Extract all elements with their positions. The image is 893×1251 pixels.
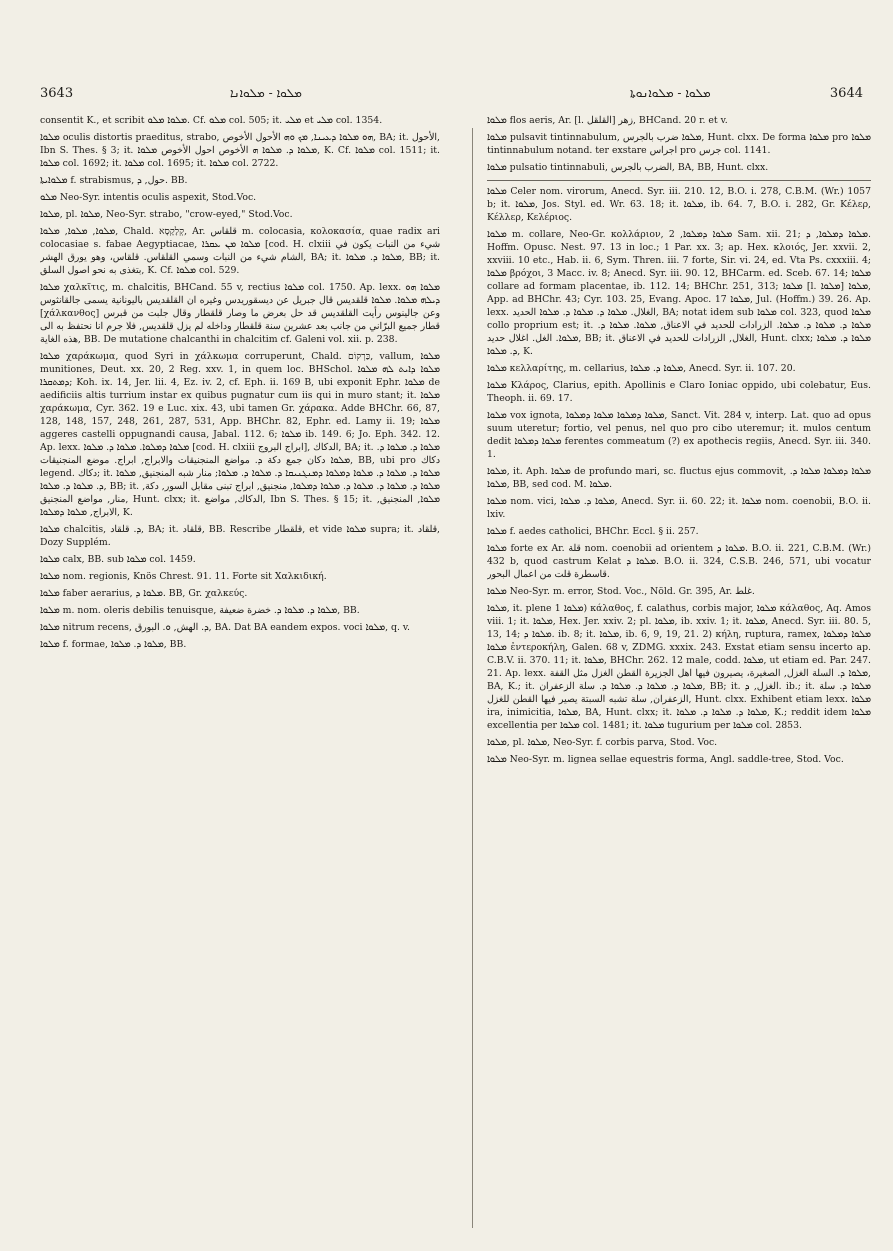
dictionary-entry: consentit K., et scribit ܡܠܘܐ ܡܠܘ. Cf. ܡܠܘ col. 505; it. ܡܠܝ et ܡܠܝ col. 1354.	[40, 115, 383, 126]
left-running-title: ܡܠܘܐ - ܡܠܘܐܢܐ	[230, 86, 302, 100]
dictionary-entry: ܡܠܘ Neo-Syr. intentis oculis aspexit, Stod.Voc.	[40, 192, 257, 203]
right-column	[487, 114, 871, 1229]
right-page-number: 3644	[829, 86, 863, 101]
dictionary-entry: ܡܠܘܐ oculis distortis praeditus, strabo, ܗܘ ܡܠܘܐ ܕܥܝܢܐ, ܡܟ ܘܗ الأحول الأخوص, BA; it. الأحول, Ibn S. Thes. § 3; it. ܡܠܘܐ ܕ. ܡܠܘܐ ܗ الأخوص احول الأخوص ܡܠܘܐ, K. Cf. ܡܠܘܐ col. 1511; it. ܡܠܘܐ col. 1692; it. ܡܠܘܐ col. 1695; it. ܡܠܘܐ col. 2722.	[40, 132, 440, 169]
dictionary-entry: ܡܠܘܐ Neo-Syr. m. error, Stod. Voc., Nöld. Gr. 395, Ar. غلط.	[487, 586, 755, 597]
dictionary-entry: ܡܠܘܐ flos aeris, Ar. [l. القلقل] زهر, BHCand. 20 r. et v.	[487, 115, 728, 126]
dictionary-entry: ܡܠܘܐ chalcitis, ܕ. قلقاد, BA; it. قلقاد, BB. Rescribe قلقطار, et vide ܡܠܘܐ supra; it. قلقاد, Dozy Supplém.	[40, 524, 440, 548]
dictionary-entry: ܡܠܘܐ calx, BB. sub ܡܠܘܐ col. 1459.	[40, 554, 196, 565]
dictionary-entry: ܡܠܘܐ f. aedes catholici, BHChr. Eccl. § ii. 257.	[487, 526, 699, 537]
column-divider	[472, 128, 473, 1228]
dictionary-entry: ܡܠܘܐ, pl. ܡܠܘܐ, Neo-Syr. f. corbis parva, Stod. Voc.	[487, 737, 718, 748]
dictionary-entry: ܡܠܘܐ nom. regionis, Knös Chrest. 91. 11. Forte sit Χαλκιδική.	[40, 571, 327, 582]
dictionary-entry: ܡܠܘܐ Neo-Syr. m. lignea sellae equestris forma, Angl. saddle-tree, Stod. Voc.	[487, 754, 844, 765]
dictionary-entry: ܡܠܘܐ nitrum recens, ܕ. الهش, ܘ. البورق, BA. Dat BA eandem expos. voci ܡܠܘܐ, q. v.	[40, 622, 411, 633]
page-header	[40, 86, 863, 106]
right-running-title: ܡܠܘܐ - ܡܠܘܐܢܘܬܐ	[630, 86, 711, 100]
dictionary-entry: ܡܠܘܐ, it. plene ܡܠܘܐ 1) κάλαθος, f. calathus, corbis major, ܡܠܘܐ κάλαθος, Aq. Amos viii. 1; it. ܡܠܘܐ, Hex. Jer. xxiv. 2; pl. ܡܠܘܐ, ib. xxiv. 1; it. ܡܠܘܐ, Anecd. Syr. iii. 80. 5, 13, 14; ܡܠܘܐ ܕ. ib. 8; it. ܡܠܘܐ, ib. 6, 9, 19, 21. 2) κήλη, ruptura, ramex, ܡܠܘܐ ܕܡܠܘܐ ܡܠܘܐ ἐντεροκήλη, Galen. 68 v, ZDMG. xxxix. 243. Exstat etiam sensu incerto ap. C.B.V. ii. 370. 11; it. ܡܠܘܐ, BHChr. 262. 12 male, codd. ܡܠܘܐ, ut etiam ed. Par. 247. 21. Ap. lexx. ܡܠܘܐ ܕ. السلة الغزل, الصغيرة، يصيرون فيها اهل الجزيرة القطن الغزل مثل القفة, BA, K.; it. ܡܠܘܐ ܕ. ܡܠܘܐ ܕ. ܡܠܘܐ ܕ. سلة الزعفران, BB; it. الغزل, ܕ. ib.; it. ܡܠܘܐ ܕ. سلة الزعفران, سلة تشبه السبتة يصير فيها القطن للغزل, Hunt. clxx. Exhibent etiam lexx. ܡܠܘܐ ira, inimicitia, ܡܠܘܐ, BA, Hunt. clxx; it. ܡܠܘܐ ܕ. ܡܠܘܐ ܕ. ܡܠܘܐ, K.; reddit idem ܡܠܘܐ excellentia per ܡܠܘܐ col. 1481; it. ܡܠܘܐ tugurium per ܡܠܘܐ col. 2853.	[487, 603, 871, 731]
dictionary-entry: ܡܠܘܐ nom. vici, ܡܠܘܐ ܕ. ܡܠܘܐ, Anecd. Syr. ii. 60. 22; it. ܡܠܘܐ nom. coenobii, B.O. ii. lxiv.	[487, 496, 871, 520]
dictionary-entry: ܡܠܘܐ m. collare, Neo-Gr. κολλάριον, ܡܠܘܐ ܕܡܠܘܐ, 2 Sam. xii. 21; ܡܠܘܐ ܕܡܠܘܐ, ܕ. Hoffm. Opusc. Nest. 97. 13 in loc.; 1 Par. xx. 3; ap. Hex. κλοιός, Jer. xxvii. 2, xxviii. 10 etc., Hab. ii. 6, Sym. Thren. iii. 7 forte, Sir. vi. 24, ed. Vta Ps. cxxxiii. 4; ܡܠܘܐ βρόχοι, 3 Macc. iv. 8; Anecd. Syr. iii. 90. 12, BHCarm. ed. Sceb. 67. 14; ܡܠܘܐ collare ad formam placentae, ib. 112. 14; BHChr. 251, 313; ܡܠܘܐ [l. ܡܠܘܐ] ܡܠܘܐ, App. ad BHChr. 43; Cyr. 103. 25, Evang. Apoc. ܡܠܘܐ 17, Jul. (Hoffm.) 39. 26. Ap. lexx. الغلال. ܡܠܘܐ ܕ. ܡܠܘܐ ܕ. ܡܠܘܐ الحديد, BA; notat idem sub ܡܠܘܐ col. 323, quod ܡܠܘܐ collo proprium est; it. ܡܠܘܐ ܕ. ܡܠܘܐ ܕ. ܡܠܘܐ. الزرادات للحديد في الاعناق, ܡܠܘܐ. ܡܠܘܐ ܕ. ܡܠܘܐ. الغل. اغلال حديد, BB; it. الغلال, الزرادات للحديد في الاعناق, Hunt. clxx; ܡܠܘܐ ܕ. ܡܠܘܐ ܕ. ܡܠܘܐ, K.	[487, 229, 871, 357]
dictionary-entry: ܡܠܘܐ pulsatio tintinnabuli, الضرب بالجرس, BA, BB, Hunt. clxx.	[487, 162, 769, 173]
dictionary-entry: ܡܠܘܐ χαλκῖτις, m. chalcitis, BHCand. 55 v, rectius ܡܠܘܐ col. 1750. Ap. lexx. ܡܠܘܐ ܗܘ ܕܝܠܗ ܡܠܘܐ. ܡܠܘܐ قلقديس قال جبريل عن ديسقوريدس وغيره ان القلقديس باليونانية يسمى جالقانثوس [χάλκανθος] وعن جالينوس رأيت القلقديس قد حل بعرض ما وصار قلقطار وقال جلبت من قبرس قطار جميع البرّاني من جانب بعد عشرين سنة قلقطار وداخله لم يزل قلقديس, فلا جرم انا نحتفظ به الى هذه الغاية, BB. De mutatione chalcanthi in chalcitim cf. Galeni vol. xii. p. 238.	[40, 282, 440, 345]
left-column	[40, 114, 440, 1229]
dictionary-entry: ܡܠܘܐ Celer nom. virorum, Anecd. Syr. iii. 210. 12, B.O. i. 278, C.B.M. (Wr.) 1057 b; it. ܡܠܘܐ, Jos. Styl. ed. Wr. 63. 18; it. ܡܠܘܐ, ib. 64. 7, B.O. i. 282, Gr. Κέλερ, Κέλλερ, Κελέριος.	[487, 180, 871, 224]
dictionary-entry: ܡܠܘܐ pulsavit tintinnabulum, ܡܠܘܐ ضرب بالجرس, Hunt. clxx. De forma ܡܠܘܐ pro ܡܠܘܐ tintinnabulum notand. ter exstare اجراس pro جرس col. 1141.	[487, 132, 871, 156]
dictionary-entry: ܡܠܘܐ, pl. ܡܠܘܐ, Neo-Syr. strabo, "crow-eyed," Stod.Voc.	[40, 209, 293, 220]
dictionary-entry: ܡܠܘܐ χαράκωμα, quod Syri in χάλκωμα corruperunt, Chald. כַּרְקוֹם, vallum, ܡܠܘܐ munitiones, Deut. xx. 20, 2 Reg. xxv. 1, in quem loc. BHSchol. ܡܠܘܐ ܕܐܝܬ ܠܗ ܡܠܘܐ ܕܡܬܩܪܐ; Koh. ix. 14, Jer. lii. 4, Ez. iv. 2, cf. Eph. ii. 169 B, ubi exponit Ephr. ܡܠܘܐ de aedificiis altis turrium instar ex quibus pugnatur cum iis qui in muro stant; it. ܡܠܘܐ χαράκωμα, Cyr. 362. 19 e Luc. xix. 43, ubi tamen Gr. χάρακα. Adde BHChr. 66, 87, 128, 148, 157, 248, 261, 287, 531, App. BHChr. 82, Ephr. ed. Lamy ii. 19; ܡܠܘܐ aggeres castelli oppugnandi causa, Jabal. 112. 6; ܡܠܘܐ ib. 149. 6; Jo. Eph. 342. 12. Ap. lexx. ܡܠܘܐ ܕܡܠܘܐ. ܡܠܘܐ ܕ. ܡܠܘܐ [cod. H. clxiii ابراج البروج], الدكاك, BA; it. ܡܠܘܐ ܕ. ܡܠܘܐ ܕ. ܡܠܘܐ دكان جمع دكة ܕ. مواضع المنجنيقات والابراج, ابراج. موضع المنجنيقات, BB, ubi pro دكاك legend. دكاك; it. ܡܠܘܐ ܕ. ܡܠܘܐ ܕ. ܡܠܘܐ ܕܡܠܘܐ ܕܡܢܓܢܝܩܐ ܕ. ܡܠܘܐ ܕ. ܡܠܘܐ; منار شبه المنجنيق, ܡܠܘܐ ܕ. ܡܠܘܐ ܕ. ܡܠܘܐ, BB; it. ܡܠܘܐ ܕ. ܡܠܘܐ ܕ. ܡܠܘܐ ܕ. ܡܠܘܐ ܕܡܠܘܐ, منجنيق, ابراج تبنى مقابل السور, دكة, منار, مواضع المنجنيق, Hunt. clxx; it. الدكاك, مواضع, Ibn S. Thes. § 15; it. ܡܠܘܐ, المنجنيق, الابراج, ܡܠܘܐ ܕܡܠܘܐ, K.	[40, 351, 440, 518]
dictionary-entry: ܡܠܘܐ, it. Aph. ܡܠܘܐ de profundo mari, sc. fluctus ejus commovit, ܡܠܘܐ ܕܡܠܘܐ ܡܠܘܐ ܕ. ܡܠܘܐ, BB, sed cod. M. ܡܠܘܐ.	[487, 466, 871, 490]
dictionary-entry: ܡܠܘܐ forte ex Ar. قلة nom. coenobii ad orientem ܡܠܘܐ ܕ. B.O. ii. 221, C.B.M. (Wr.) 432 b, quod castrum Kelat ܡܠܘܐ ܕ. B.O. ii. 324, C.S.B. 246, 571, ubi vocatur قاسطرة قلت من اعمال البحور.	[487, 543, 871, 580]
dictionary-entry: ܡܠܘܐ faber aerarius, ܡܠܘܐ ܕ. BB, Gr. χαλκεύς.	[40, 588, 248, 599]
dictionary-entry: ܡܠܘܐܝܬܐ f. strabismus, حول, ܕ. BB.	[40, 175, 188, 186]
dictionary-entry: ܡܠܘܐ κελλαρίτης, m. cellarius, ܡܠܘܐ ܕ. ܡܠܘܐ, Anecd. Syr. ii. 107. 20.	[487, 363, 796, 374]
dictionary-entry: ܡܠܘܐ m. nom. oleris debilis tenuisque, ܡܠܘܐ ܕ. ܡܠܘܐ ܕ. خضرة ضعيفة, BB.	[40, 605, 360, 616]
dictionary-entry: ܡܠܘܐ f. formae, ܡܠܘܐ ܕ. ܡܠܘܐ, BB.	[40, 639, 187, 650]
dictionary-entry: ܡܠܘܐ, ܡܠܘܐ, ܡܠܘܐ, Chald. קְלָקָסָא, Ar. قلقاس m. colocasia, κολοκασία, quae radix ari colocasiae s. fabae Aegyptiacae, ܡܠܘܐ ܡܢ ܥܩܪܐ [cod. H. clxiii شيء من النبات يكون في الشام شيء من النبات وسمي القلقاس. قلقاس، وهو يورق الهشر, BA; it. ܡܠܘܐ ܕ. ܡܠܘܐ, BB; it. بتغذى به نحو اصول السلق, K. Cf. ܡܠܘܐ col. 529.	[40, 226, 440, 276]
left-page-number: 3643	[40, 86, 74, 101]
dictionary-entry: ܡܠܘܐ vox ignota, ܡܠܘܐ ܕܡܠܘܐ ܡܠܘܐ ܕܡܠܘܐ, Sanct. Vit. 284 v, interp. Lat. quo ad opus suum uteretur; fortio, vel penus, nel quo pro cibo uteremur; it. mulos centum dedit ܡܠܘܐ ܕܡܠܘܐ ferentes commeatum (?) ex apothecis regiis, Anecd. Syr. iii. 340. 1.	[487, 410, 871, 460]
dictionary-entry: ܡܠܘܐ Κλάρος, Clarius, epith. Apollinis e Claro Ioniac oppido, ubi colebatur, Eus. Theoph. ii. 69. 17.	[487, 380, 871, 404]
